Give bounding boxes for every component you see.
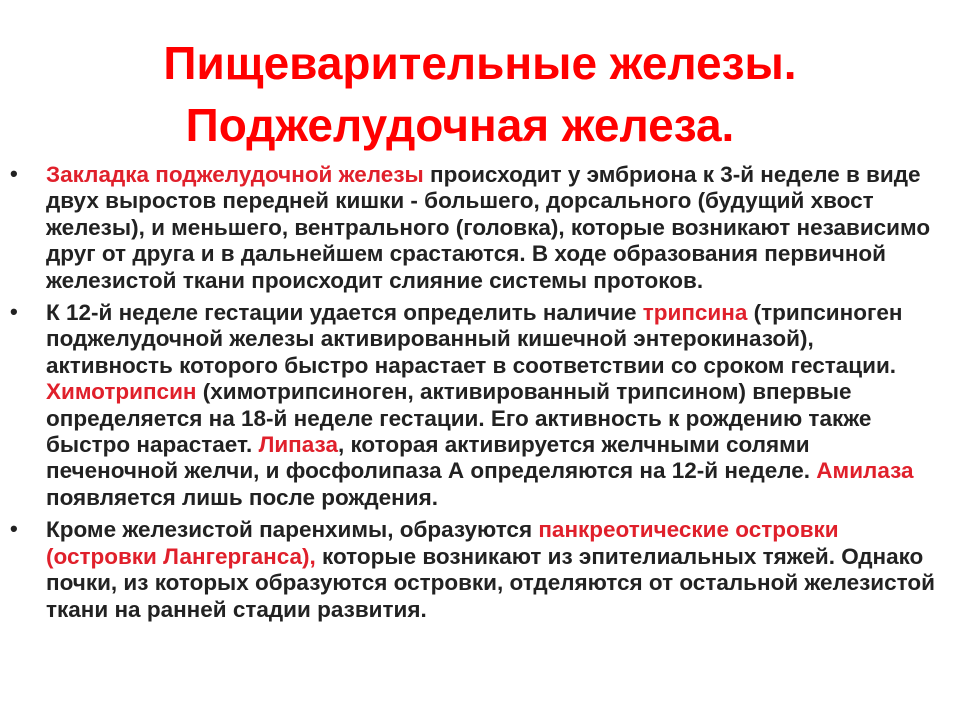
bullet-1-segment-2: происходит у эмбриона к 3-й неделе в виде двух выростов передней кишки - большего, дорсального (будущий хвост железы), и меньшего, вентрального (головка), которые возникают независимо друг от друга и в дальнейшем срастаются. В ходе образования первичной железистой ткани происходит слияние системы протоков. [46, 162, 931, 293]
bullet-3-term-islets: панкреотические островки (островки Лангерганса), [46, 517, 839, 569]
bullet-2-segment-9: появляется лишь после рождения. [46, 484, 438, 510]
bullet-item-1 [0, 162, 960, 294]
bullet-marker-icon: • [10, 299, 18, 325]
bullet-2-term-amylase: Амилаза [816, 458, 914, 484]
bullet-marker-icon: • [10, 161, 18, 186]
bullet-item-2 [0, 300, 960, 511]
bullet-2-term-trypsin: трипсина [642, 300, 748, 326]
bullet-2-segment-7: , которая активируется желчными солями печеночной желчи, и фосфолипаза А определяются на 12-й неделе. [46, 432, 817, 484]
slide-title-line-1: Пищеварительные железы. [163, 37, 797, 89]
bullet-3-segment-1: Кроме железистой паренхимы, образуются [46, 517, 539, 543]
slide-title-line-2: Поджелудочная железа. [185, 99, 735, 151]
bullet-2-segment-3: (трипсиноген поджелудочной железы активированный кишечной энтерокиназой), активность которого быстро нарастает в соответствии со сроком гестации. [46, 300, 903, 378]
bullet-3-segment-3: которые возникают из эпителиальных тяжей. Однако почки, из которых образуются островки, отделяются от остальной железистой ткани на ранней стадии развития. [46, 543, 935, 622]
bullet-2-term-chymotrypsin: Химотрипсин [46, 379, 197, 405]
bullet-2-term-lipase: Липаза [258, 432, 338, 458]
bullet-2-segment-1: К 12-й неделе гестации удается определить наличие [46, 300, 643, 326]
bullet-marker-icon: • [10, 516, 18, 542]
bullet-1-segment-1: Закладка поджелудочной железы [46, 162, 424, 187]
bullet-list [0, 162, 960, 623]
bullet-2-segment-5: (химотрипсиноген, активированный трипсином) впервые определяется на 18-й неделе гестации. Его активность к рождению также быстро нарастает. [46, 379, 872, 458]
bullet-item-3 [0, 517, 960, 623]
